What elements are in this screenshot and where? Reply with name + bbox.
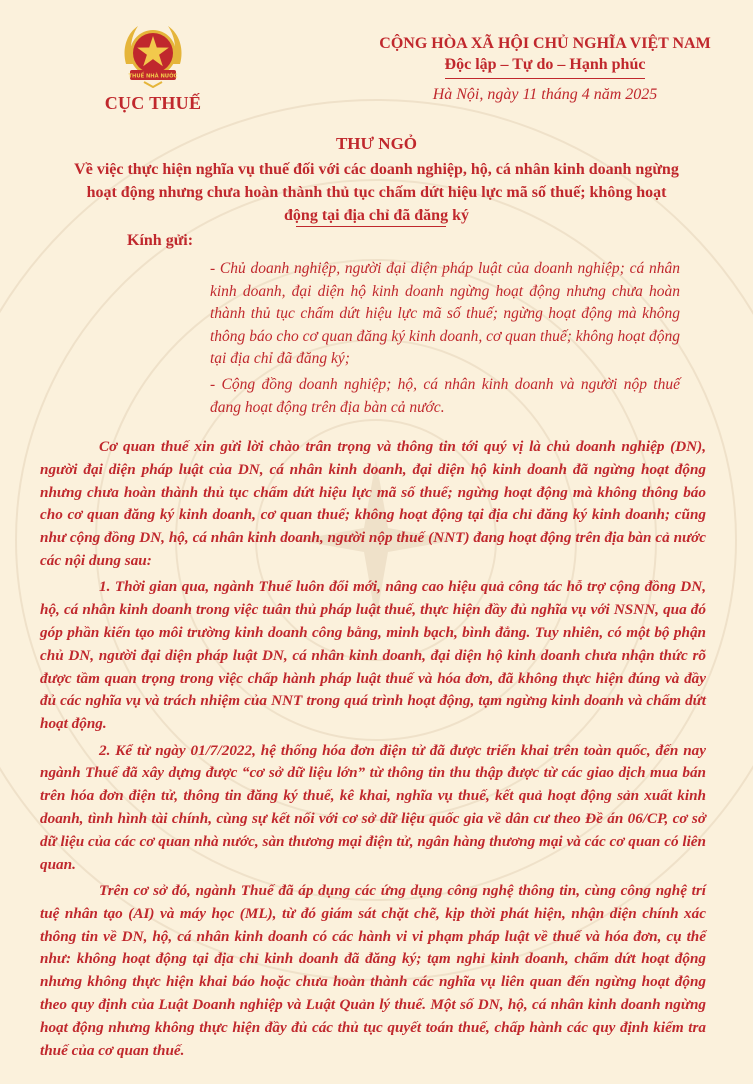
recipient-item: - Cộng đồng doanh nghiệp; hộ, cá nhân kinh doanh và người nộp thuế đang hoạt động trên địa bàn cả nước.	[210, 375, 680, 416]
body-paragraph: 2. Kể từ ngày 01/7/2022, hệ thống hóa đơn điện tử đã được triển khai trên toàn quốc, đến nay ngành Thuế đã xây dựng được “cơ sở dữ liệu lớn” từ thông tin thu thập được từ các giao dịch mua bán trên hóa đơn điện tử, thông tin đăng ký thuế, kê khai, nghĩa vụ thuế, kết quả hoạt động sản xuất kinh doanh, tình hình tài chính, cùng sự kết nối với cơ sở dữ liệu quốc gia về dân cư theo Đề án 06/CP, cơ sở dữ liệu của các cơ quan nhà nước, sàn thương mại điện tử, ngân hàng thương mại và các cơ quan có liên quan.	[40, 741, 706, 873]
letter-body	[40, 436, 706, 1066]
tax-emblem-icon	[120, 20, 186, 88]
recipient-list	[210, 258, 680, 422]
nation-motto: Độc lập – Tự do – Hạnh phúc	[444, 56, 646, 73]
greeting: Kính gửi:	[127, 232, 194, 249]
letter-title: THƯ NGỎ	[335, 134, 418, 153]
letter-date: Hà Nội, ngày 11 tháng 4 năm 2025	[432, 86, 658, 103]
national-heading	[350, 34, 740, 107]
letter-subject: Về việc thực hiện nghĩa vụ thuế đối với các doanh nghiệp, hộ, cá nhân kinh doanh ngừng hoạt động nhưng chưa hoàn thành thủ tục chấm dứt hiệu lực mã số thuế; không hoạt động tại địa chỉ đã đăng ký	[74, 161, 679, 224]
body-paragraph: 1. Thời gian qua, ngành Thuế luôn đổi mới, nâng cao hiệu quả công tác hỗ trợ cộng đồng DN, hộ, cá nhân kinh doanh trong việc tuân thủ pháp luật thuế, thực hiện đầy đủ nghĩa vụ với NSNN, qua đó góp phần kiến tạo môi trường kinh doanh công bằng, minh bạch, bình đẳng. Tuy nhiên, có một bộ phận chủ DN, người đại diện pháp luật DN, cá nhân kinh doanh, đại diện hộ kinh doanh chưa nhận thức rõ được tầm quan trọng trong việc chấp hành pháp luật thuế và hóa đơn, đã không thực hiện đúng và đầy đủ các nghĩa vụ và trách nhiệm của NNT trong quá trình hoạt động, tạm ngừng kinh doanh và chấm dứt hoạt động.	[40, 578, 706, 733]
body-paragraph: Trên cơ sở đó, ngành Thuế đã áp dụng các ứng dụng công nghệ thông tin, cùng công nghệ trí tuệ nhân tạo (AI) và máy học (ML), từ đó giám sát chặt chẽ, kịp thời phát hiện, nhận diện chính xác thông tin về DN, hộ, cá nhân kinh doanh có các hành vi vi phạm pháp luật về thuế và hóa đơn, cụ thể như: không hoạt động tại địa chỉ kinh doanh đã đăng ký; tạm nghỉ kinh doanh, chấm dứt hoạt động nhưng không thực hiện khai báo hoặc chưa hoàn thành các nghĩa vụ liên quan đến ngừng hoạt động theo quy định của Luật Doanh nghiệp và Luật Quản lý thuế. Một số DN, hộ, cá nhân kinh doanh ngừng hoạt động nhưng không thực hiện đầy đủ các thủ tục quyết toán thuế, chấp hành các quy định kiểm tra thuế của cơ quan thuế.	[40, 881, 706, 1059]
body-paragraph: Cơ quan thuế xin gửi lời chào trân trọng và thông tin tới quý vị là chủ doanh nghiệp (DN), người đại diện pháp luật của DN, cá nhân kinh doanh, đại diện hộ kinh doanh đã ngừng hoạt động nhưng chưa hoàn thành thủ tục chấm dứt hiệu lực mã số thuế; ngừng hoạt động mà không thông báo cho cơ quan đăng ký kinh doanh, cơ quan thuế; không hoạt động tại địa chỉ đăng ký kinh doanh; cũng như cộng đồng DN, hộ, cá nhân kinh doanh, người nộp thuế (NNT) đang hoạt động trên địa bàn cả nước các nội dung sau:	[40, 438, 706, 569]
nation-name: CỘNG HÒA XÃ HỘI CHỦ NGHĨA VIỆT NAM	[379, 35, 711, 52]
recipient-item: - Chủ doanh nghiệp, người đại diện pháp luật của doanh nghiệp; cá nhân kinh doanh, đại diện hộ kinh doanh ngừng hoạt động nhưng chưa hoàn thành thủ tục chấm dứt hiệu lực mã số thuế; ngừng hoạt động mà không thông báo cho cơ quan đăng ký kinh doanh, cơ quan thuế; không hoạt động tại địa chỉ đã đăng ký;	[210, 260, 680, 368]
motto-underline	[445, 78, 645, 79]
agency-name: CỤC THUẾ	[104, 93, 202, 113]
emblem-text: THUẾ NHÀ NƯỚC	[128, 73, 178, 80]
subject-underline	[296, 226, 446, 227]
